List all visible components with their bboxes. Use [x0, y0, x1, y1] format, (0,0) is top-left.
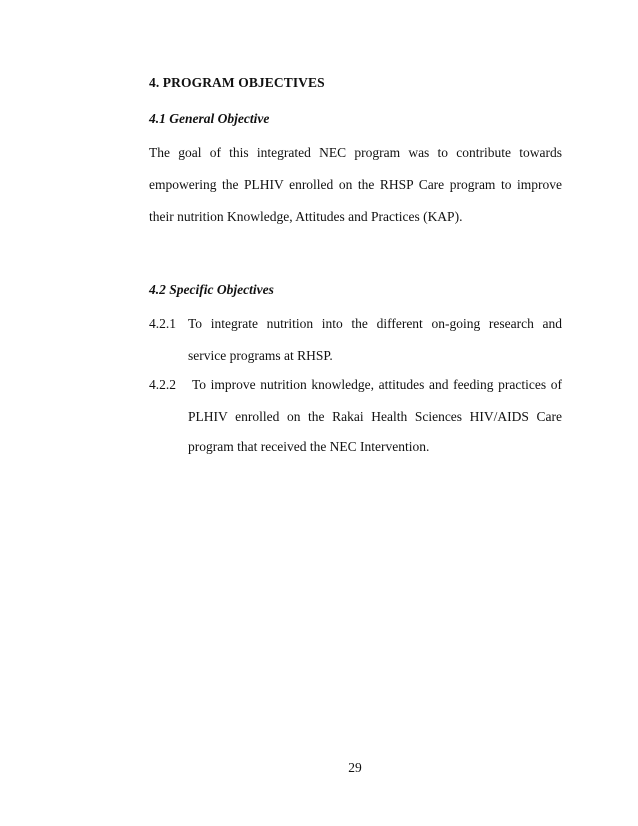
general-objective-line-3: their nutrition Knowledge, Attitudes and Practices (KAP). [149, 209, 463, 224]
objective-2-line-1: To improve nutrition knowledge, attitudes and feeding practices of [192, 377, 562, 392]
objective-number-1: 4.2.1 [149, 316, 176, 331]
objective-1-line-2: service programs at RHSP. [188, 348, 333, 363]
objective-2-line-2: PLHIV enrolled on the Rakai Health Sciences HIV/AIDS Care [188, 409, 562, 424]
objective-2-line-3: program that received the NEC Intervention. [188, 439, 430, 454]
specific-objectives-heading: 4.2 Specific Objectives [149, 282, 274, 297]
general-objective-line-1: The goal of this integrated NEC program was to contribute towards [149, 145, 562, 160]
objective-number-2: 4.2.2 [149, 377, 176, 392]
objective-1-line-1: To integrate nutrition into the different on-going research and [188, 316, 562, 331]
page-number: 29 [348, 760, 362, 775]
section-heading: 4. PROGRAM OBJECTIVES [149, 75, 325, 90]
general-objective-heading: 4.1 General Objective [149, 111, 270, 126]
general-objective-line-2: empowering the PLHIV enrolled on the RHSP Care program to improve [149, 177, 562, 192]
